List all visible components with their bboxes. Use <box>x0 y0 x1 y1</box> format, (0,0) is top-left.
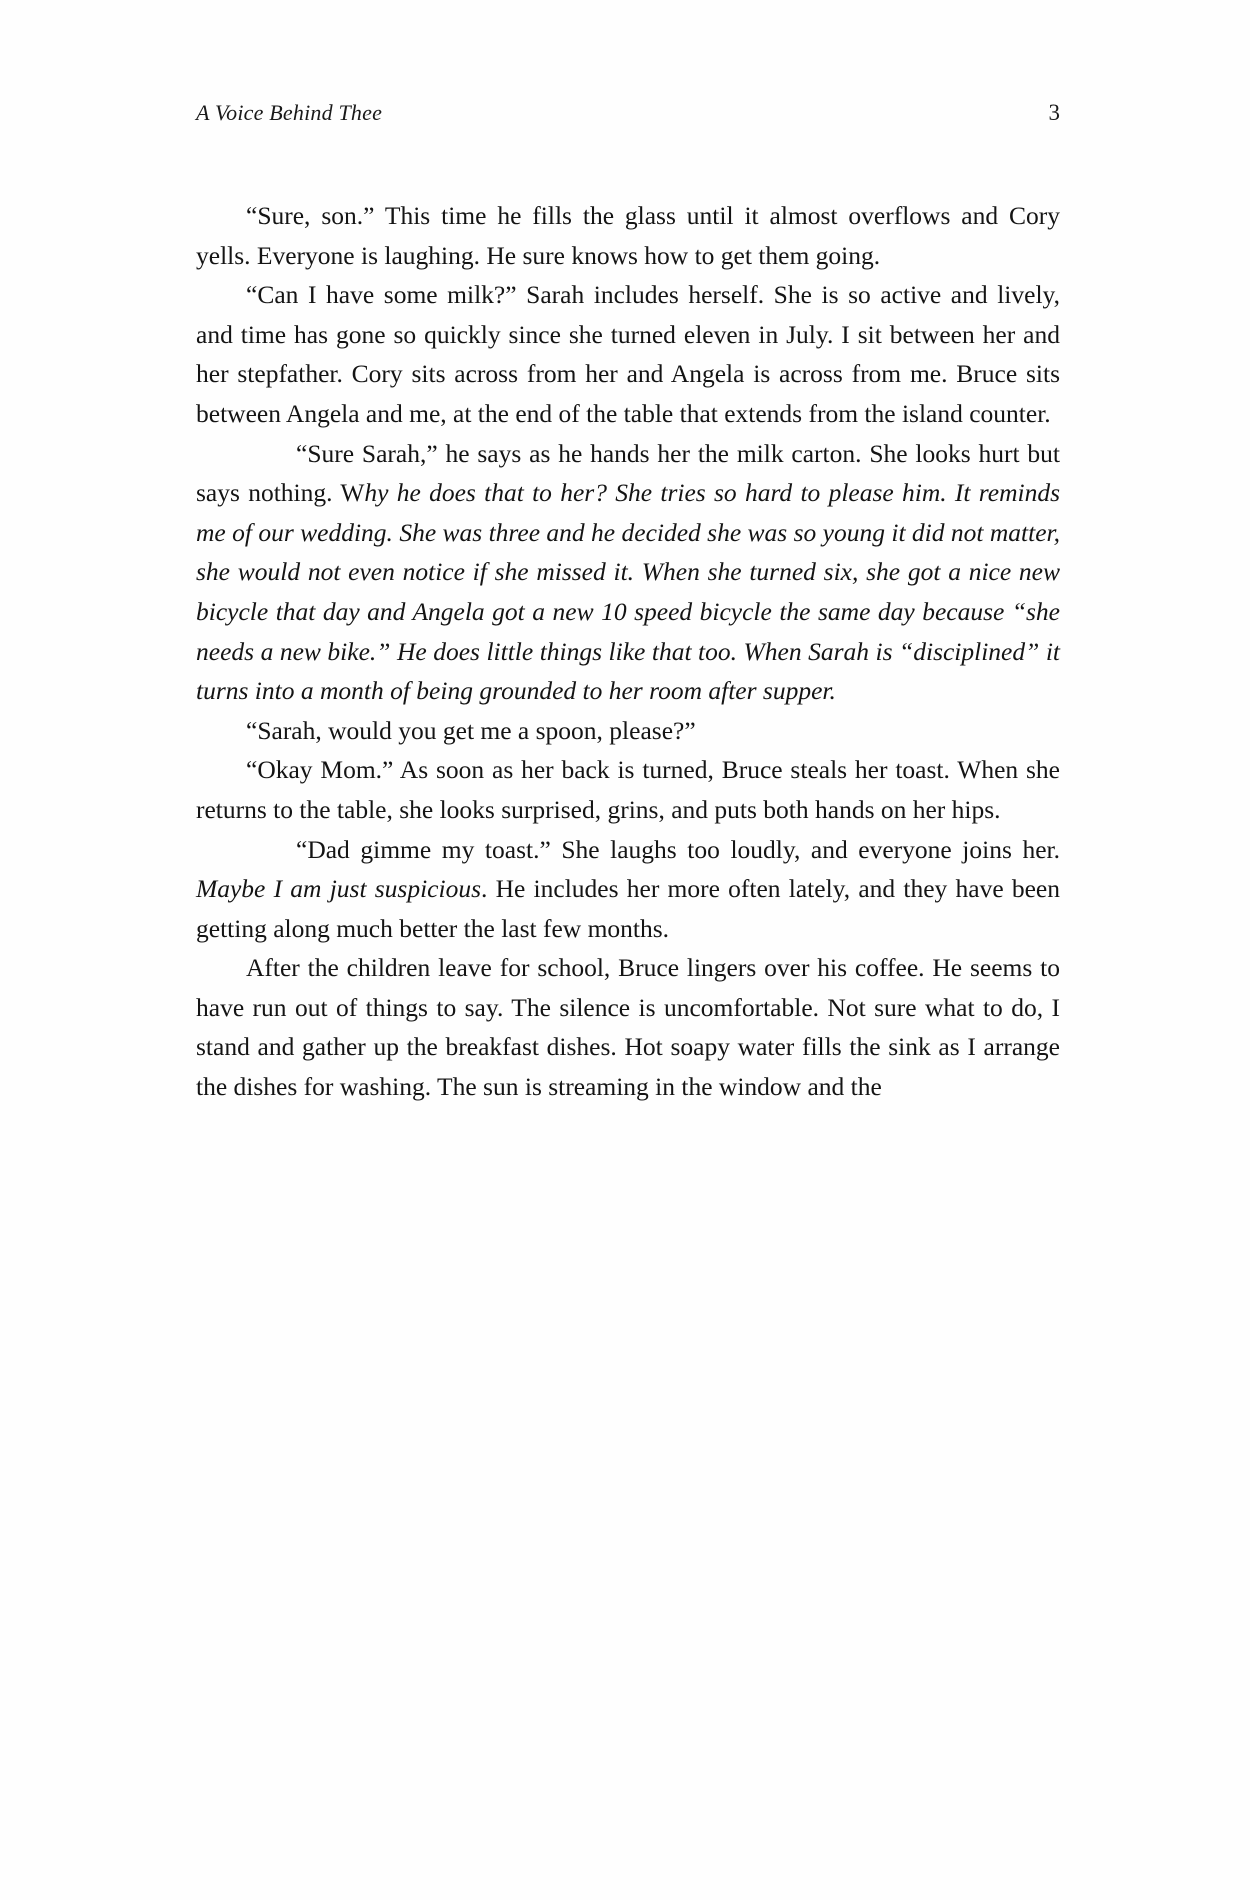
paragraph <box>196 830 1060 949</box>
paragraph: “Sure, son.” This time he fills the glass until it almost overflows and Cory yells. Everyone is laughing. He sure knows how to get them going. <box>196 201 1060 270</box>
roman-text-run: . He includes her more often lately, and they have been getting along much better the last few months. <box>196 874 1060 943</box>
roman-text-run: “Sure Sarah,” he says as he hands her the milk carton. She looks hurt but says nothing. W <box>196 438 1060 508</box>
paragraph: “Sarah, would you get me a spoon, please?” <box>246 715 696 745</box>
running-head <box>196 100 1060 126</box>
roman-text-run: “Dad gimme my toast.” She laughs too loudly, and everyone joins her. <box>296 834 1060 864</box>
paragraph: “Okay Mom.” As soon as her back is turned, Bruce steals her toast. When she returns to the table, she looks surprised, grins, and puts both hands on her hips. <box>196 755 1060 824</box>
paragraph: “Can I have some milk?” Sarah includes herself. She is so active and lively, and time has gone so quickly since she turned eleven in July. I sit between her and her stepfather. Cory sits across from her and Angela is across from me. Bruce sits between Angela and me, at the end of the table that extends from the island counter. <box>196 280 1060 428</box>
italic-text-run: hy he does that to her? She tries so hard to please him. It reminds me of our wedding. She was three and he decided she was so young it did not matter, she would not even notice if she missed it. When she turned six, she got a nice new bicycle that day and Angela got a new 10 speed bicycle the same day because “she needs a new bike.” He does little things like that too. When Sarah is “disciplined” it turns into a month of being grounded to her room after supper. <box>196 478 1061 706</box>
italic-text-run: Maybe I am just suspicious <box>196 874 482 904</box>
running-head-book-title: A Voice Behind Thee <box>196 100 383 125</box>
page-number: 3 <box>1048 100 1060 125</box>
paragraph: After the children leave for school, Bruce lingers over his coffee. He seems to have run out of things to say. The silence is uncomfortable. Not sure what to do, I stand and gather up the breakfast dishes. Hot soapy water fills the sink as I arrange the dishes for washing. The sun is streaming in the window and the <box>196 953 1060 1102</box>
body-text-block <box>196 196 1060 1107</box>
paragraph <box>196 434 1060 711</box>
